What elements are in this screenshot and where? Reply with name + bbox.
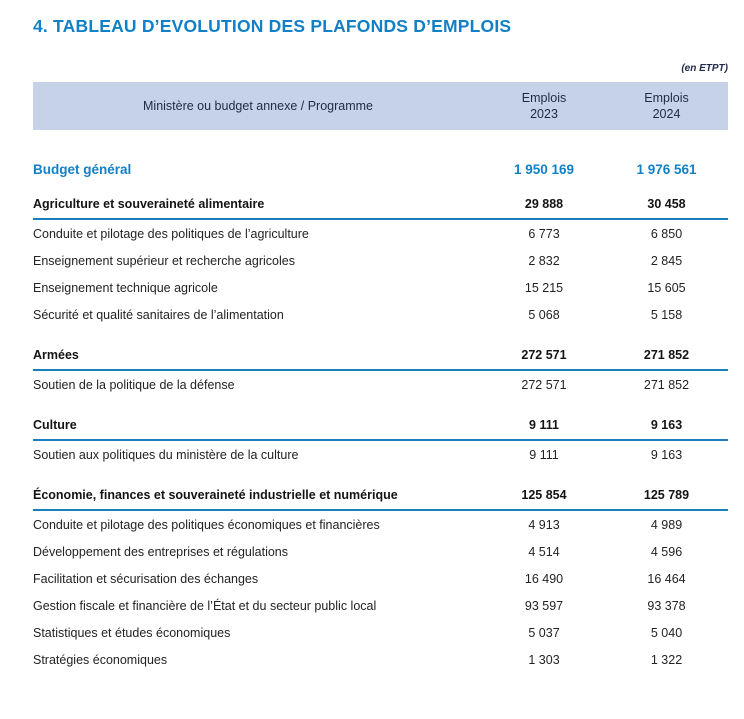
ministry-section	[33, 482, 728, 673]
program-row	[33, 301, 728, 328]
program-value-2023: 2 832	[528, 253, 560, 268]
program-value-2024: 5 158	[650, 307, 683, 322]
program-value-2023: 6 773	[528, 226, 560, 241]
program-value-2024: 4 596	[650, 544, 683, 559]
program-value-2023: 4 913	[528, 517, 560, 532]
program-list	[33, 441, 728, 468]
program-label: Facilitation et sécurisation des échanges	[33, 571, 259, 586]
budget-general-value-2024: 1 976 561	[636, 162, 697, 177]
page-title: 4. TABLEAU D’EVOLUTION DES PLAFONDS D’EMPLOIS	[33, 16, 512, 36]
ministry-row	[33, 342, 728, 371]
program-label: Soutien aux politiques du ministère de la culture	[33, 447, 299, 462]
ministry-section	[33, 412, 728, 468]
program-list	[33, 371, 728, 398]
program-value-2024: 5 040	[650, 625, 683, 640]
budget-general-label: Budget général	[33, 162, 132, 177]
budget-general-value-2023: 1 950 169	[513, 162, 575, 177]
ministry-value-2023: 29 888	[524, 197, 564, 211]
program-label: Conduite et pilotage des politiques économiques et financières	[33, 517, 380, 532]
program-value-2023: 9 111	[529, 447, 559, 462]
ministry-value-2024: 271 852	[643, 348, 690, 362]
program-row	[33, 538, 728, 565]
ministry-label: Armées	[33, 348, 79, 362]
ministry-section	[33, 342, 728, 398]
ministry-section	[33, 191, 728, 328]
program-value-2024: 4 989	[650, 517, 683, 532]
program-label: Statistiques et études économiques	[33, 625, 231, 640]
program-value-2023: 16 490	[524, 571, 564, 586]
program-label: Développement des entreprises et régulations	[33, 544, 289, 559]
program-label: Enseignement technique agricole	[33, 280, 218, 295]
ministry-row	[33, 191, 728, 220]
ministry-label: Culture	[33, 418, 77, 432]
program-row	[33, 646, 728, 673]
col-header-2024-line2: 2024	[652, 107, 681, 121]
program-list	[33, 220, 728, 328]
ministry-value-2024: 9 163	[650, 418, 683, 432]
program-value-2024: 16 464	[647, 571, 686, 586]
program-label: Enseignement supérieur et recherche agricoles	[33, 253, 295, 268]
program-row	[33, 511, 728, 538]
ministry-value-2024: 125 789	[643, 488, 690, 502]
program-list	[33, 511, 728, 673]
program-label: Gestion fiscale et financière de l’État et du secteur public local	[33, 598, 377, 613]
program-label: Stratégies économiques	[33, 652, 168, 667]
ministry-row	[33, 412, 728, 441]
col-header-emplois-2024	[605, 90, 728, 122]
program-row	[33, 371, 728, 398]
program-row	[33, 619, 728, 646]
program-value-2023: 4 514	[528, 544, 560, 559]
program-row	[33, 220, 728, 247]
ministry-value-2023: 125 854	[521, 488, 567, 502]
col-header-2024-line1: Emplois	[644, 91, 689, 105]
program-value-2023: 15 215	[524, 280, 564, 295]
program-value-2023: 5 037	[528, 625, 560, 640]
program-row	[33, 274, 728, 301]
col-header-2023-line1: Emplois	[521, 91, 567, 105]
budget-general-row	[33, 162, 728, 177]
ministry-label: Économie, finances et souveraineté industrielle et numérique	[33, 488, 398, 502]
table-header-band	[33, 82, 728, 130]
program-label: Soutien de la politique de la défense	[33, 377, 235, 392]
program-value-2023: 5 068	[528, 307, 560, 322]
program-value-2024: 93 378	[647, 598, 686, 613]
document-page	[0, 16, 744, 673]
program-value-2023: 1 303	[528, 652, 560, 667]
ministry-value-2023: 272 571	[521, 348, 567, 362]
ministry-value-2024: 30 458	[647, 197, 686, 211]
program-value-2023: 272 571	[521, 377, 567, 392]
ministry-value-2023: 9 111	[529, 418, 559, 432]
program-label: Conduite et pilotage des politiques de l’agriculture	[33, 226, 309, 241]
ministry-row	[33, 482, 728, 511]
col-header-2023-line2: 2023	[530, 107, 558, 121]
program-row	[33, 441, 728, 468]
program-value-2024: 9 163	[650, 447, 683, 462]
program-value-2024: 6 850	[650, 226, 683, 241]
col-header-programme: Ministère ou budget annexe / Programme	[143, 99, 373, 113]
program-row	[33, 247, 728, 274]
program-value-2024: 1 322	[650, 652, 683, 667]
program-value-2024: 271 852	[643, 377, 690, 392]
table-body	[33, 191, 728, 673]
program-value-2023: 93 597	[524, 598, 564, 613]
program-row	[33, 592, 728, 619]
program-value-2024: 2 845	[650, 253, 683, 268]
program-row	[33, 565, 728, 592]
unit-note: (en ETPT)	[681, 63, 728, 74]
program-label: Sécurité et qualité sanitaires de l’alimentation	[33, 307, 284, 322]
col-header-emplois-2023	[483, 90, 605, 122]
program-value-2024: 15 605	[647, 280, 686, 295]
ministry-label: Agriculture et souveraineté alimentaire	[33, 197, 265, 211]
